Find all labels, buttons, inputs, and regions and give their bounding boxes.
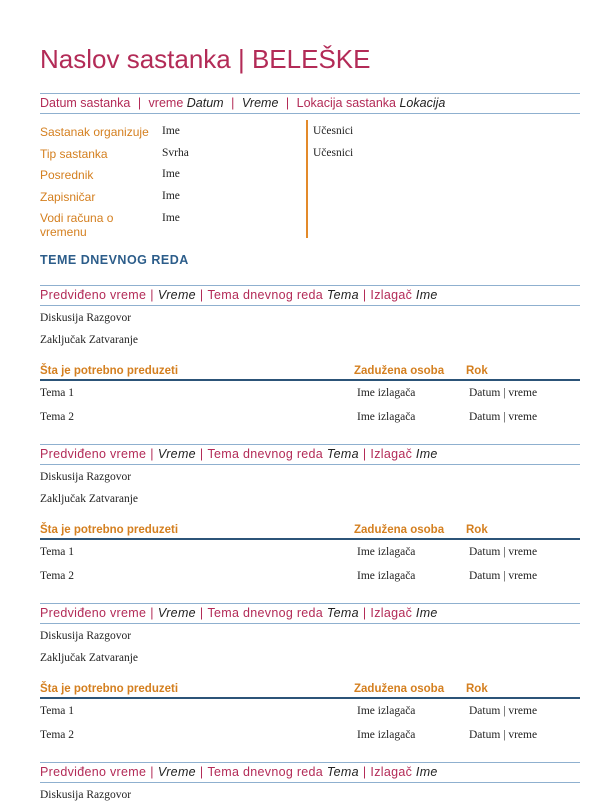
agenda-topic-label: Tema dnevnog reda: [207, 606, 324, 620]
presenter-value[interactable]: Ime: [415, 447, 438, 461]
action-task[interactable]: Tema 2: [40, 570, 75, 582]
presenter-value[interactable]: Ime: [415, 288, 438, 302]
separator: |: [150, 447, 154, 461]
divider: [40, 697, 580, 699]
action-task[interactable]: Tema 2: [40, 411, 75, 423]
action-task[interactable]: Tema 1: [40, 387, 75, 399]
presenter-label: Izlagač: [370, 606, 413, 620]
divider: [40, 444, 580, 445]
action-person[interactable]: Ime izlagača: [357, 705, 416, 717]
separator: |: [199, 447, 204, 461]
action-person[interactable]: Ime izlagača: [357, 546, 416, 558]
allotted-time-value[interactable]: Vreme: [157, 765, 196, 779]
conclusion-text[interactable]: Zaključak Zatvaranje: [40, 652, 139, 664]
divider: [40, 603, 580, 604]
conclusion-text[interactable]: Zaključak Zatvaranje: [40, 493, 139, 505]
separator: |: [362, 606, 367, 620]
separator: |: [199, 288, 204, 302]
responsible-person-header: Zadužena osoba: [354, 524, 445, 536]
action-task[interactable]: Tema 2: [40, 729, 75, 741]
agenda-topic-value[interactable]: Tema: [326, 288, 359, 302]
separator: |: [150, 606, 154, 620]
allotted-time-label: Predviđeno vreme: [40, 606, 147, 620]
divider: [40, 285, 580, 286]
organizer-label: Sastanak organizuje: [40, 125, 149, 139]
divider: [40, 113, 580, 114]
discussion-text[interactable]: Diskusija Razgovor: [40, 312, 132, 324]
action-deadline[interactable]: Datum | vreme: [469, 387, 538, 399]
separator: |: [362, 447, 367, 461]
note-taker-label: Zapisničar: [40, 190, 96, 204]
action-items-header: Šta je potrebno preduzeti: [40, 524, 179, 536]
presenter-value[interactable]: Ime: [415, 606, 438, 620]
allotted-time-label: Predviđeno vreme: [40, 288, 147, 302]
action-deadline[interactable]: Datum | vreme: [469, 570, 538, 582]
allotted-time-label: Predviđeno vreme: [40, 765, 147, 779]
action-person[interactable]: Ime izlagača: [357, 570, 416, 582]
date-label: Datum sastanka: [40, 96, 131, 110]
action-task[interactable]: Tema 1: [40, 705, 75, 717]
agenda-item-header: [40, 288, 438, 302]
separator: |: [362, 765, 367, 779]
discussion-text[interactable]: Diskusija Razgovor: [40, 471, 132, 483]
allotted-time-value[interactable]: Vreme: [157, 447, 196, 461]
separator: |: [362, 288, 367, 302]
location-value[interactable]: Lokacija: [399, 96, 446, 110]
action-deadline[interactable]: Datum | vreme: [469, 546, 538, 558]
allotted-time-value[interactable]: Vreme: [157, 288, 196, 302]
agenda-topic-value[interactable]: Tema: [326, 765, 359, 779]
action-person[interactable]: Ime izlagača: [357, 387, 416, 399]
allotted-time-value[interactable]: Vreme: [157, 606, 196, 620]
deadline-header: Rok: [466, 524, 488, 536]
agenda-topic-value[interactable]: Tema: [326, 606, 359, 620]
discussion-text[interactable]: Diskusija Razgovor: [40, 789, 132, 801]
facilitator-label: Posrednik: [40, 168, 94, 182]
separator: |: [150, 288, 154, 302]
presenter-label: Izlagač: [370, 447, 413, 461]
divider: [40, 538, 580, 540]
facilitator-value[interactable]: Ime: [162, 168, 180, 180]
action-items-header: Šta je potrebno preduzeti: [40, 365, 179, 377]
meeting-type-value[interactable]: Svrha: [162, 147, 189, 159]
deadline-header: Rok: [466, 683, 488, 695]
agenda-heading: TEME DNEVNOG REDA: [40, 253, 189, 267]
separator: |: [231, 96, 235, 110]
divider: [40, 305, 580, 306]
agenda-topic-label: Tema dnevnog reda: [207, 288, 324, 302]
action-items-header: Šta je potrebno preduzeti: [40, 683, 179, 695]
time-value[interactable]: Vreme: [241, 96, 279, 110]
agenda-topic-label: Tema dnevnog reda: [207, 447, 324, 461]
organizer-value[interactable]: Ime: [162, 125, 180, 137]
agenda-topic-value[interactable]: Tema: [326, 447, 359, 461]
agenda-item-header: [40, 765, 438, 779]
action-person[interactable]: Ime izlagača: [357, 411, 416, 423]
timekeeper-value[interactable]: Ime: [162, 212, 180, 224]
action-deadline[interactable]: Datum | vreme: [469, 729, 538, 741]
agenda-topic-label: Tema dnevnog reda: [207, 765, 324, 779]
presenter-value[interactable]: Ime: [415, 765, 438, 779]
divider: [40, 379, 580, 381]
page-title: Naslov sastanka | BELEŠKE: [40, 44, 371, 74]
discussion-text[interactable]: Diskusija Razgovor: [40, 630, 132, 642]
vertical-divider: [306, 120, 308, 238]
presenter-label: Izlagač: [370, 288, 413, 302]
divider: [40, 93, 580, 94]
divider: [40, 623, 580, 624]
separator: |: [150, 765, 154, 779]
location-label: Lokacija sastanka: [296, 96, 396, 110]
conclusion-text[interactable]: Zaključak Zatvaranje: [40, 334, 139, 346]
attendees-value[interactable]: Učesnici: [313, 147, 354, 159]
allotted-time-label: Predviđeno vreme: [40, 447, 147, 461]
date-value[interactable]: Datum: [186, 96, 224, 110]
action-task[interactable]: Tema 1: [40, 546, 75, 558]
agenda-item-header: [40, 606, 438, 620]
responsible-person-header: Zadužena osoba: [354, 365, 445, 377]
separator: |: [137, 96, 142, 110]
attendees-value[interactable]: Učesnici: [313, 125, 354, 137]
note-taker-value[interactable]: Ime: [162, 190, 180, 202]
separator: |: [285, 96, 290, 110]
timekeeper-label: Vodi računa o vremenu: [40, 211, 114, 239]
divider: [40, 464, 580, 465]
action-deadline[interactable]: Datum | vreme: [469, 705, 538, 717]
separator: |: [199, 606, 204, 620]
deadline-header: Rok: [466, 365, 488, 377]
presenter-label: Izlagač: [370, 765, 413, 779]
divider: [40, 762, 580, 763]
action-person[interactable]: Ime izlagača: [357, 729, 416, 741]
action-deadline[interactable]: Datum | vreme: [469, 411, 538, 423]
meeting-meta-row: [40, 96, 445, 110]
time-label: vreme: [148, 96, 184, 110]
meeting-type-label: Tip sastanka: [40, 147, 108, 161]
agenda-item-header: [40, 447, 438, 461]
responsible-person-header: Zadužena osoba: [354, 683, 445, 695]
separator: |: [199, 765, 204, 779]
divider: [40, 782, 580, 783]
